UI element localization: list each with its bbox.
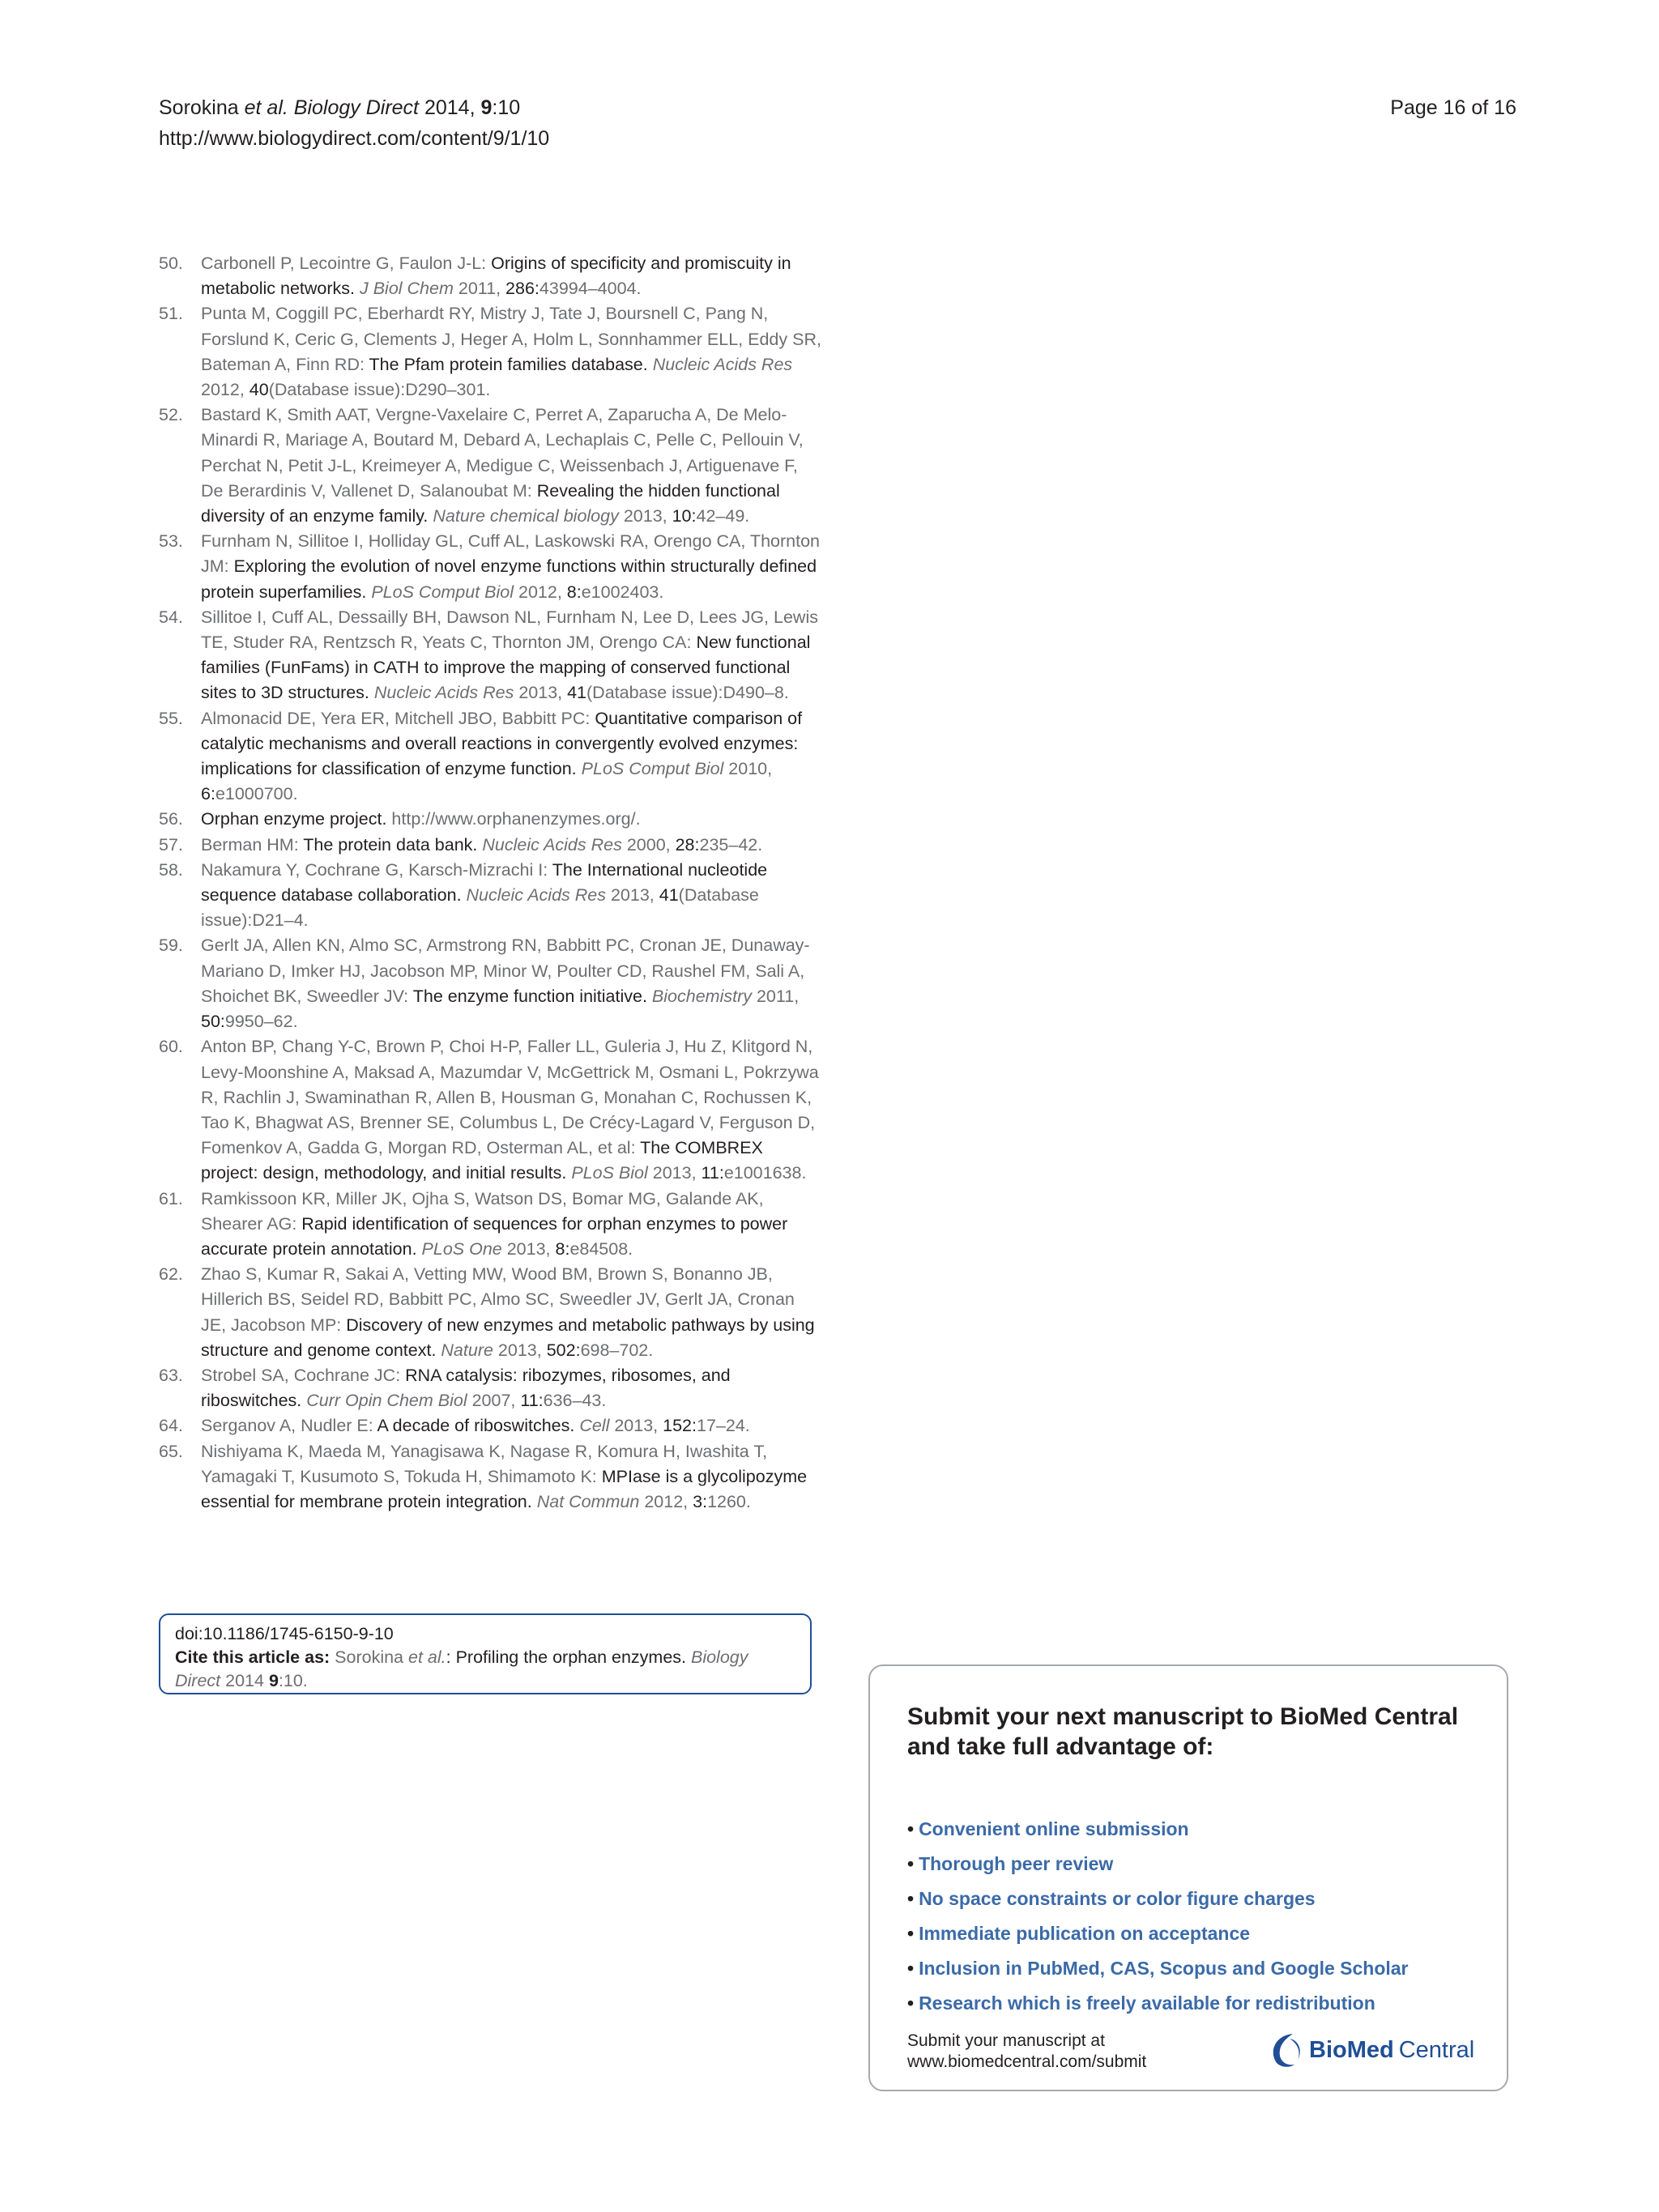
reference-authors: Berman HM: (201, 834, 304, 855)
bmc-benefit-text: Inclusion in PubMed, CAS, Scopus and Google Scholar (919, 1958, 1409, 1979)
reference-journal: Nat Commun (536, 1491, 640, 1511)
reference-pages: e1000700. (215, 784, 298, 804)
reference-year: 2013, (609, 1416, 663, 1436)
reference-authors: Zhao S, Kumar R, Sakai A, Vetting MW, Wood BM, Brown S, Bonanno JB, Hillerich BS, Seidel RD, Babbitt PC, Almo SC, Sweedler JV, Gerlt JA, Cronan JE, Jacobson MP: (201, 1264, 795, 1335)
reference-vol: 11: (701, 1163, 724, 1183)
reference-vol: 502: (546, 1340, 581, 1360)
reference-text (201, 1413, 823, 1438)
reference-pages: e1001638. (723, 1163, 807, 1183)
reference-authors: Strobel SA, Cochrane JC: (201, 1365, 406, 1385)
reference-authors: Bastard K, Smith AAT, Vergne-Vaxelaire C, Perret A, Zaparucha A, De Melo-Minardi R, Mariage A, Boutard M, Debard A, Lechaplais C, Pelle C, Pellouin V, Perchat N, Petit J-L, Kreimeyer A, Medigue C, Weissenbach J, Artiguenave F, De Berardinis V, Vallenet D, Salanoubat M: (201, 405, 804, 501)
reference-authors: Carbonell P, Lecointre G, Faulon J-L: (201, 254, 492, 273)
cite-box (159, 1613, 812, 1694)
reference-text (201, 251, 823, 301)
reference-vol: 50: (201, 1012, 225, 1032)
bullet-icon: • (907, 1923, 915, 1944)
reference-pages: e84508. (569, 1238, 633, 1259)
doi[interactable]: doi:10.1186/1745-6150-9-10 (175, 1624, 394, 1643)
reference-text (201, 706, 823, 808)
reference-text (201, 1262, 823, 1363)
reference-title: The COMBREX project: design, methodology, and initial results. (201, 1138, 763, 1183)
biomed-central-logo[interactable]: BioMed Central (1269, 2031, 1474, 2069)
reference-journal: Biochemistry (651, 986, 752, 1006)
reference-text (201, 933, 823, 1034)
reference-number: 61. (159, 1188, 183, 1208)
reference-authors: Serganov A, Nudler E: (201, 1416, 377, 1436)
bullet-icon: • (907, 1818, 915, 1839)
reference-pages: (Database issue):D490–8. (586, 683, 789, 703)
cite-text: Cite this article as: Sorokina et al.: Profiling the orphan enzymes. Biology Direct 2014 9:10. (175, 1647, 748, 1690)
reference-item (159, 1413, 823, 1438)
article-url[interactable]: http://www.biologydirect.com/content/9/1/10 (159, 127, 550, 150)
reference-title: The protein data bank. (303, 834, 478, 855)
reference-number: 64. (159, 1416, 183, 1436)
bmc-benefit-item (907, 1882, 1469, 1916)
reference-vol: 41 (659, 885, 679, 906)
bmc-submit-link[interactable]: www.biomedcentral.com/submit (907, 2052, 1147, 2071)
reference-title: Revealing the hidden functional diversity of an enzyme family. (201, 480, 780, 526)
reference-title: Exploring the evolution of novel enzyme functions within structurally defined protein superfamilies. (201, 556, 817, 602)
reference-vol: 3: (693, 1491, 708, 1511)
reference-year: http://www.orphanenzymes.org/. (386, 809, 641, 829)
reference-text (201, 833, 823, 858)
reference-authors: Punta M, Coggill PC, Eberhardt RY, Mistry J, Tate J, Boursnell C, Pang N, Forslund K, Ceric G, Clements J, Heger A, Holm L, Sonnhammer ELL, Eddy SR, Bateman A, Finn RD: (201, 304, 821, 374)
reference-journal: Cell (579, 1416, 610, 1436)
reference-number: 65. (159, 1441, 183, 1461)
page-number: Page 16 of 16 (1390, 96, 1516, 119)
reference-journal: Curr Opin Chem Biol (306, 1391, 467, 1411)
reference-year: 2011, (453, 279, 506, 299)
reference-number: 56. (159, 809, 183, 829)
reference-title: The enzyme function initiative. (412, 986, 647, 1006)
reference-authors: Sillitoe I, Cuff AL, Dessailly BH, Dawson NL, Furnham N, Lee D, Lees JG, Lewis TE, Studer RA, Rentzsch R, Yeats C, Thornton JM, Orengo CA: (201, 607, 818, 653)
reference-title: RNA catalysis: ribozymes, ribosomes, and riboswitches. (201, 1365, 731, 1411)
reference-item (159, 1439, 823, 1515)
reference-year: 2000, (621, 834, 676, 855)
bmc-benefit-text: No space constraints or color figure charges (919, 1888, 1316, 1909)
reference-title: Orphan enzyme project. (201, 809, 387, 829)
reference-text (201, 1034, 823, 1186)
reference-text (201, 403, 823, 529)
reference-journal: Nucleic Acids Res (466, 885, 606, 906)
reference-year: 2012, (639, 1491, 693, 1511)
reference-year: 2013, (647, 1163, 702, 1183)
reference-text (201, 1439, 823, 1515)
reference-vol: 152: (663, 1416, 697, 1436)
bullet-icon: • (907, 1853, 915, 1874)
reference-item (159, 251, 823, 301)
bmc-submit-text: Submit your manuscript at www.biomedcentral.com/submit (907, 2031, 1147, 2071)
reference-year: 2013, (618, 506, 672, 526)
reference-year: 2013, (605, 885, 659, 906)
reference-number: 55. (159, 708, 183, 728)
reference-list (159, 251, 823, 1515)
reference-journal: J Biol Chem (359, 279, 454, 299)
reference-text (201, 858, 823, 934)
bmc-title: Submit your next manuscript to BioMed Central and take full advantage of: (907, 1703, 1459, 1760)
reference-year: 2013, (493, 1340, 547, 1360)
reference-pages: e1002403. (581, 582, 664, 602)
reference-item (159, 1034, 823, 1186)
reference-number: 54. (159, 607, 183, 627)
bmc-benefit-text: Research which is freely available for redistribution (919, 1993, 1375, 2014)
reference-journal: PLoS Biol (571, 1163, 648, 1183)
reference-number: 58. (159, 859, 183, 880)
reference-journal: PLoS Comput Biol (581, 759, 724, 779)
reference-vol: 10: (672, 506, 697, 526)
reference-journal: Nucleic Acids Res (482, 834, 622, 855)
reference-item (159, 605, 823, 706)
reference-title: New functional families (FunFams) in CATH to improve the mapping of conserved functional sites to 3D structures. (201, 633, 811, 703)
reference-item (159, 1363, 823, 1413)
reference-vol: 286: (505, 279, 539, 299)
reference-item (159, 403, 823, 529)
reference-authors: Nishiyama K, Maeda M, Yanagisawa K, Nagase R, Komura H, Iwashita T, Yamagaki T, Kusumoto S, Tokuda H, Shimamoto K: (201, 1441, 768, 1486)
reference-pages: 42–49. (696, 506, 750, 526)
reference-title: MPIase is a glycolipozyme essential for membrane protein integration. (201, 1466, 808, 1511)
reference-pages: 698–702. (580, 1340, 654, 1360)
reference-journal: PLoS Comput Biol (371, 582, 514, 602)
reference-authors: Gerlt JA, Allen KN, Almo SC, Armstrong RN, Babbitt PC, Cronan JE, Dunaway-Mariano D, Imker HJ, Jacobson MP, Minor W, Poulter CD, Raushel FM, Sali A, Shoichet BK, Sweedler JV: (201, 936, 810, 1006)
reference-pages: 1260. (707, 1491, 751, 1511)
reference-vol: 11: (520, 1391, 544, 1411)
reference-authors: Anton BP, Chang Y-C, Brown P, Choi H-P, Faller LL, Guleria J, Hu Z, Klitgord N, Levy-Moonshine A, Maksad A, Mazumdar V, McGettrick M, Osmani L, Pokrzywa R, Rachlin J, Swaminathan R, Allen B, Housman G, Monahan C, Rochussen K, Tao K, Bhagwat AS, Brenner SE, Columbus L, De Crécy-Lagard V, Ferguson D, Fomenkov A, Gadda G, Morgan RD, Osterman AL, et al: (201, 1037, 819, 1158)
reference-journal: Nature chemical biology (433, 506, 619, 526)
citation-line: Sorokina et al. Biology Direct 2014, 9:10 (159, 96, 521, 119)
reference-journal: PLoS One (421, 1238, 502, 1259)
reference-number: 51. (159, 304, 183, 324)
reference-pages: 9950–62. (224, 1012, 298, 1032)
reference-item (159, 833, 823, 858)
reference-item (159, 301, 823, 403)
reference-item (159, 529, 823, 605)
reference-text (201, 807, 823, 832)
reference-title: Origins of specificity and promiscuity in metabolic networks. (201, 254, 791, 299)
reference-title: Discovery of new enzymes and metabolic pathways by using structure and genome context. (201, 1315, 815, 1360)
bmc-benefit-text: Convenient online submission (919, 1818, 1189, 1839)
reference-pages: 17–24. (696, 1416, 750, 1436)
reference-number: 50. (159, 254, 183, 273)
reference-vol: 8: (566, 582, 582, 602)
reference-authors: Almonacid DE, Yera ER, Mitchell JBO, Babbitt PC: (201, 708, 595, 728)
reference-item (159, 858, 823, 934)
reference-journal: Nucleic Acids Res (373, 683, 514, 703)
bmc-benefit-text: Thorough peer review (919, 1853, 1114, 1874)
bmc-benefit-item (907, 1916, 1469, 1951)
reference-year: 2007, (467, 1391, 521, 1411)
reference-journal: Nature (441, 1340, 493, 1360)
reference-title: The Pfam protein families database. (369, 354, 648, 374)
reference-item (159, 807, 823, 832)
reference-year: 2013, (514, 683, 568, 703)
reference-vol: 28: (675, 834, 700, 855)
reference-number: 52. (159, 405, 183, 425)
reference-authors: Ramkissoon KR, Miller JK, Ojha S, Watson DS, Bomar MG, Galande AK, Shearer AG: (201, 1188, 764, 1234)
reference-text (201, 301, 823, 403)
reference-journal: Nucleic Acids Res (652, 354, 793, 374)
reference-text (201, 1187, 823, 1263)
reference-year: 2013, (501, 1238, 556, 1259)
bullet-icon: • (907, 1993, 915, 2014)
reference-number: 60. (159, 1037, 183, 1057)
reference-year: 2012, (514, 582, 567, 602)
bmc-benefit-item (907, 1951, 1469, 1986)
bmc-benefit-text: Immediate publication on acceptance (919, 1923, 1251, 1944)
reference-title: The International nucleotide sequence database collaboration. (201, 859, 768, 906)
reference-vol: 40 (249, 380, 269, 400)
reference-vol: 8: (555, 1238, 570, 1259)
reference-number: 63. (159, 1365, 183, 1385)
bmc-promo-box (868, 1664, 1508, 2091)
reference-text (201, 605, 823, 706)
reference-pages: (Database issue):D290–301. (268, 380, 491, 400)
reference-vol: 6: (201, 784, 215, 804)
bmc-benefit-item (907, 1847, 1469, 1882)
reference-number: 53. (159, 531, 183, 552)
reference-pages: (Database issue):D21–4. (201, 885, 759, 931)
reference-number: 57. (159, 834, 183, 855)
biomed-swoosh-icon (1269, 2031, 1304, 2069)
bmc-benefit-item (907, 1812, 1469, 1847)
reference-pages: 636–43. (543, 1391, 607, 1411)
bullet-icon: • (907, 1888, 915, 1909)
reference-year: 2010, (723, 759, 773, 779)
reference-item (159, 1262, 823, 1363)
reference-title: Rapid identification of sequences for orphan enzymes to power accurate protein annotation. (201, 1213, 788, 1259)
reference-pages: 235–42. (699, 834, 763, 855)
reference-item (159, 1187, 823, 1263)
reference-text (201, 1363, 823, 1413)
running-header (159, 92, 549, 154)
reference-item (159, 933, 823, 1034)
reference-item (159, 706, 823, 808)
bullet-icon: • (907, 1958, 915, 1979)
reference-number: 59. (159, 936, 183, 956)
reference-pages: 43994–4004. (539, 279, 642, 299)
reference-year: 2011, (751, 986, 800, 1006)
reference-text (201, 529, 823, 605)
reference-vol: 41 (567, 683, 587, 703)
reference-year: 2012, (201, 380, 249, 400)
reference-title: A decade of riboswitches. (377, 1416, 575, 1436)
reference-number: 62. (159, 1264, 183, 1285)
reference-authors: Furnham N, Sillitoe I, Holliday GL, Cuff AL, Laskowski RA, Orengo CA, Thornton JM: (201, 531, 820, 577)
bmc-benefits-list (907, 1812, 1469, 2021)
reference-title: Quantitative comparison of catalytic mechanisms and overall reactions in convergently evolved enzymes: implications for classification of enzyme function. (201, 708, 803, 779)
reference-authors: Nakamura Y, Cochrane G, Karsch-Mizrachi I: (201, 859, 552, 880)
bmc-benefit-item (907, 1986, 1469, 2021)
